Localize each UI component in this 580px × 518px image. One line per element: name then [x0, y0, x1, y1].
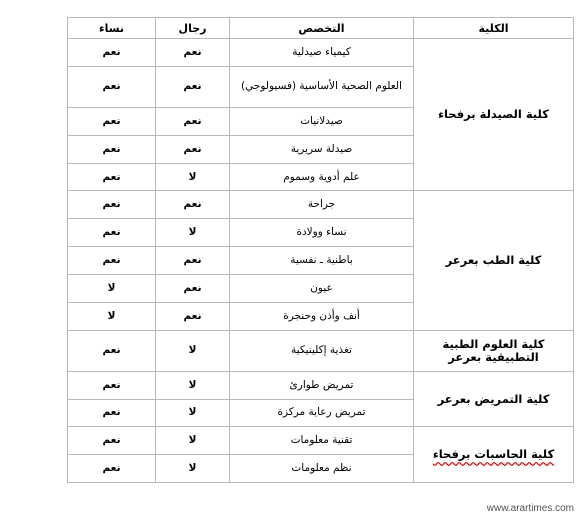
specialty-cell: تغذية إكلينيكية [230, 330, 414, 371]
specialty-cell: صيدلانيات [230, 108, 414, 136]
header-row [68, 18, 574, 39]
women-cell: لا [68, 274, 156, 302]
header-specialty: التخصص [230, 18, 414, 39]
specialty-cell: تمريض طوارئ [230, 371, 414, 399]
table-row [68, 330, 574, 371]
men-cell: نعم [156, 108, 230, 136]
college-cell [414, 427, 574, 483]
majors-table [67, 17, 574, 483]
men-cell: لا [156, 427, 230, 455]
specialty-cell: أنف وأذن وحنجرة [230, 302, 414, 330]
men-cell: نعم [156, 302, 230, 330]
header-men: رجال [156, 18, 230, 39]
men-cell: نعم [156, 135, 230, 163]
college-name: كلية الحاسبات برفحاء [432, 447, 555, 462]
women-cell: نعم [68, 66, 156, 107]
specialty-cell: جراحة [230, 191, 414, 219]
women-cell: نعم [68, 427, 156, 455]
specialty-cell: تمريض رعاية مركزة [230, 399, 414, 427]
header-college: الكلية [414, 18, 574, 39]
college-name: كلية الطب بعرعر [445, 252, 542, 267]
men-cell: نعم [156, 247, 230, 275]
women-cell: نعم [68, 108, 156, 136]
table-row [68, 427, 574, 455]
men-cell: لا [156, 399, 230, 427]
specialty-cell: نظم معلومات [230, 455, 414, 483]
header-women: نساء [68, 18, 156, 39]
specialty-cell: كيمياء صيدلية [230, 39, 414, 67]
women-cell: نعم [68, 247, 156, 275]
women-cell: نعم [68, 455, 156, 483]
women-cell: نعم [68, 163, 156, 191]
men-cell: نعم [156, 66, 230, 107]
women-cell: نعم [68, 399, 156, 427]
table-row [68, 371, 574, 399]
women-cell: نعم [68, 219, 156, 247]
women-cell: نعم [68, 371, 156, 399]
specialty-cell: نساء وولادة [230, 219, 414, 247]
men-cell: نعم [156, 274, 230, 302]
table-row [68, 39, 574, 67]
women-cell: نعم [68, 39, 156, 67]
men-cell: لا [156, 455, 230, 483]
women-cell: لا [68, 302, 156, 330]
table-row [68, 191, 574, 219]
women-cell: نعم [68, 191, 156, 219]
specialty-cell: علم أدوية وسموم [230, 163, 414, 191]
women-cell: نعم [68, 135, 156, 163]
men-cell: لا [156, 219, 230, 247]
men-cell: لا [156, 371, 230, 399]
college-cell [414, 371, 574, 427]
college-name: كلية العلوم الطبية التطبيقية بعرعر [442, 336, 545, 364]
watermark: www.arartimes.com [486, 503, 574, 514]
men-cell: لا [156, 330, 230, 371]
men-cell: لا [156, 163, 230, 191]
specialty-cell: العلوم الصحية الأساسية (فسيولوجي) [230, 66, 414, 107]
men-cell: نعم [156, 39, 230, 67]
specialty-cell: باطنية ـ نفسية [230, 247, 414, 275]
college-cell [414, 330, 574, 371]
college-cell [414, 191, 574, 330]
women-cell: نعم [68, 330, 156, 371]
college-name: كلية الصيدلة برفحاء [438, 107, 549, 122]
college-name: كلية التمريض بعرعر [437, 391, 550, 406]
specialty-cell: صيدلة سريرية [230, 135, 414, 163]
men-cell: نعم [156, 191, 230, 219]
specialty-cell: تقنية معلومات [230, 427, 414, 455]
specialty-cell: عيون [230, 274, 414, 302]
college-cell [414, 39, 574, 191]
